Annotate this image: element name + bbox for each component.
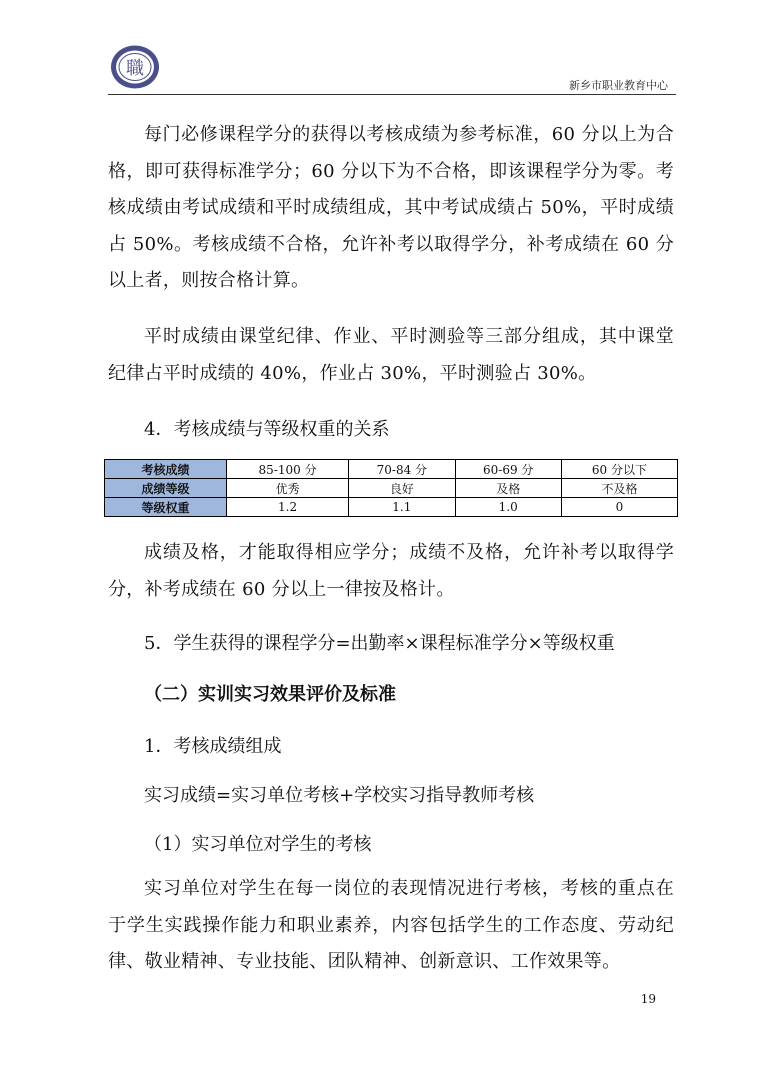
section-2-heading: （二）实训实习效果评价及标准 [144, 684, 396, 705]
item-5-formula: 5．学生获得的课程学分=出勤率×课程标准学分×等级权重 [144, 633, 615, 654]
internship-score-formula: 实习成绩=实习单位考核+学校实习指导教师考核 [144, 785, 535, 806]
paragraph-usual-score: 平时成绩由课堂纪律、作业、平时测验等三部分组成，其中课堂纪律占平时成绩的 40%，作业占 30%，平时测验占 30%。 [108, 326, 674, 384]
table-row [105, 460, 678, 479]
table-cell: 1.2 [227, 498, 349, 517]
row-label: 成绩等级 [105, 479, 227, 498]
grade-weight-table [104, 459, 678, 517]
item-1-heading: 1．考核成绩组成 [144, 736, 282, 757]
page-number: 19 [640, 992, 656, 1006]
table-cell: 不及格 [561, 479, 677, 498]
table-row [105, 498, 678, 517]
table-cell: 1.0 [455, 498, 561, 517]
logo-glyph: 職 [126, 58, 144, 79]
paragraph-internship-assessment: 实习单位对学生在每一岗位的表现情况进行考核，考核的重点在于学生实践操作能力和职业素养，内容包括学生的工作态度、劳动纪律、敬业精神、专业技能、团队精神、创新意识、工作效果等。 [108, 878, 674, 972]
table-row [105, 479, 678, 498]
table-cell: 及格 [455, 479, 561, 498]
table-cell: 70-84 分 [349, 460, 455, 479]
row-label: 等级权重 [105, 498, 227, 517]
table-cell: 0 [561, 498, 677, 517]
paragraph-credit-rules: 每门必修课程学分的获得以考核成绩为参考标准，60 分以上为合格，即可获得标准学分；60 分以下为不合格，即该课程学分为零。考核成绩由考试成绩和平时成绩组成，其中考试成绩占 50%，平时成绩占 50%。考核成绩不合格，允许补考以取得学分，补考成绩在 60 分以上者，则按合格计算。 [108, 124, 674, 291]
table-cell: 1.1 [349, 498, 455, 517]
paragraph-pass-rule: 成绩及格，才能取得相应学分；成绩不及格，允许补考以取得学分，补考成绩在 60 分以上一律按及格计。 [108, 542, 674, 600]
table-cell: 优秀 [227, 479, 349, 498]
item-4-heading: 4．考核成绩与等级权重的关系 [144, 419, 390, 440]
school-logo [109, 44, 161, 90]
table-cell: 60-69 分 [455, 460, 561, 479]
header-divider [108, 94, 676, 95]
header-org-name: 新乡市职业教育中心 [569, 79, 668, 92]
sub-item-1-heading: （1）实习单位对学生的考核 [144, 834, 372, 855]
table-cell: 60 分以下 [561, 460, 677, 479]
table-cell: 良好 [349, 479, 455, 498]
row-label: 考核成绩 [105, 460, 227, 479]
table-cell: 85-100 分 [227, 460, 349, 479]
